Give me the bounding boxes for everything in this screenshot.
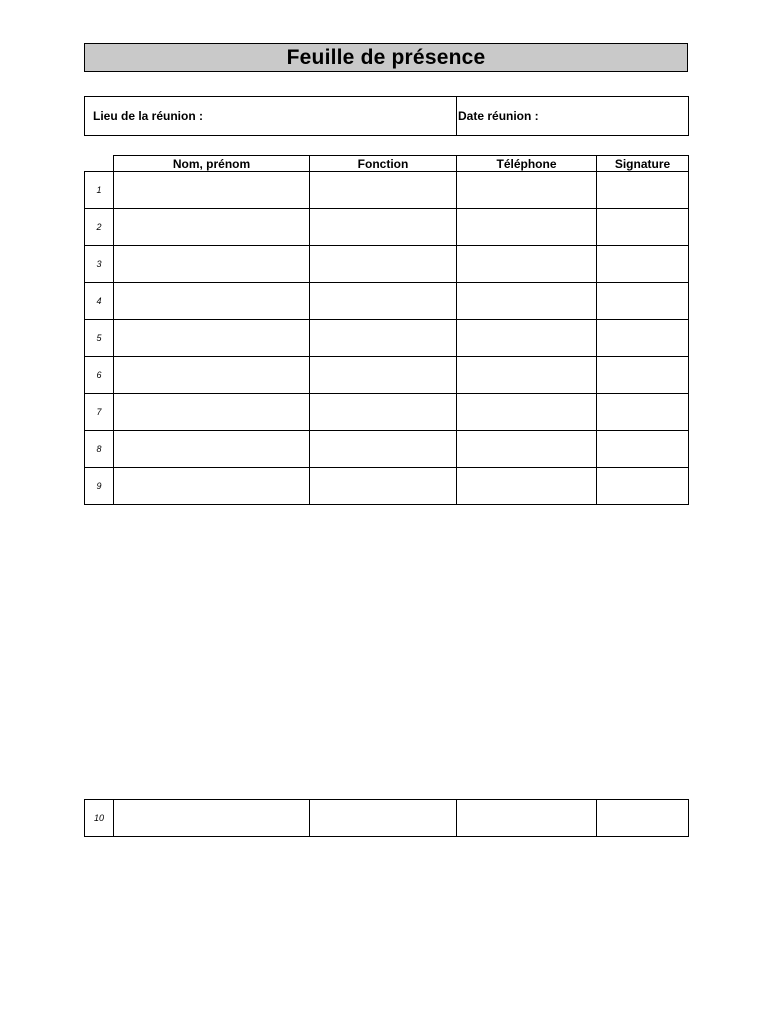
name-cell[interactable]: [114, 431, 310, 468]
function-cell[interactable]: [310, 800, 457, 837]
name-cell[interactable]: [114, 394, 310, 431]
function-cell[interactable]: [310, 431, 457, 468]
name-cell[interactable]: [114, 468, 310, 505]
table-row: [85, 209, 689, 246]
phone-cell[interactable]: [457, 320, 597, 357]
signature-cell[interactable]: [597, 172, 689, 209]
signature-cell[interactable]: [597, 320, 689, 357]
function-cell[interactable]: [310, 209, 457, 246]
table-row: [85, 394, 689, 431]
name-cell[interactable]: [114, 172, 310, 209]
table-corner: [85, 156, 114, 172]
name-cell[interactable]: [114, 357, 310, 394]
meeting-place-field[interactable]: [85, 97, 457, 135]
document-title: Feuille de présence: [286, 45, 486, 69]
row-number: 10: [85, 800, 114, 837]
function-cell[interactable]: [310, 172, 457, 209]
table-row: [85, 246, 689, 283]
table-row: [85, 468, 689, 505]
column-header-phone: Téléphone: [457, 156, 597, 172]
document-title-bar: [84, 43, 688, 72]
phone-cell[interactable]: [457, 394, 597, 431]
function-cell[interactable]: [310, 468, 457, 505]
row-number: 9: [85, 468, 114, 505]
function-cell[interactable]: [310, 320, 457, 357]
row-number: 2: [85, 209, 114, 246]
table-row: [85, 800, 689, 837]
meeting-date-field[interactable]: [457, 97, 688, 135]
signature-cell[interactable]: [597, 394, 689, 431]
name-cell[interactable]: [114, 320, 310, 357]
table-header-row: [85, 156, 689, 172]
column-header-signature: Signature: [597, 156, 689, 172]
function-cell[interactable]: [310, 394, 457, 431]
row-number: 4: [85, 283, 114, 320]
function-cell[interactable]: [310, 357, 457, 394]
signature-cell[interactable]: [597, 283, 689, 320]
signature-cell[interactable]: [597, 468, 689, 505]
signature-cell[interactable]: [597, 800, 689, 837]
signature-cell[interactable]: [597, 431, 689, 468]
phone-cell[interactable]: [457, 431, 597, 468]
table-row: [85, 357, 689, 394]
attendance-table: [84, 155, 689, 505]
row-number: 5: [85, 320, 114, 357]
function-cell[interactable]: [310, 246, 457, 283]
table-row: [85, 172, 689, 209]
table-row: [85, 283, 689, 320]
column-header-name: Nom, prénom: [114, 156, 310, 172]
phone-cell[interactable]: [457, 246, 597, 283]
name-cell[interactable]: [114, 246, 310, 283]
phone-cell[interactable]: [457, 800, 597, 837]
meeting-date-label: Date réunion :: [458, 109, 539, 123]
table-row: [85, 320, 689, 357]
meeting-info-box: [84, 96, 689, 136]
row-number: 1: [85, 172, 114, 209]
phone-cell[interactable]: [457, 357, 597, 394]
name-cell[interactable]: [114, 209, 310, 246]
name-cell[interactable]: [114, 800, 310, 837]
phone-cell[interactable]: [457, 172, 597, 209]
table-row: [85, 431, 689, 468]
name-cell[interactable]: [114, 283, 310, 320]
signature-cell[interactable]: [597, 357, 689, 394]
phone-cell[interactable]: [457, 283, 597, 320]
row-number: 3: [85, 246, 114, 283]
function-cell[interactable]: [310, 283, 457, 320]
attendance-table-continued: [84, 799, 689, 837]
column-header-function: Fonction: [310, 156, 457, 172]
meeting-place-label: Lieu de la réunion :: [93, 109, 204, 123]
row-number: 7: [85, 394, 114, 431]
row-number: 8: [85, 431, 114, 468]
signature-cell[interactable]: [597, 209, 689, 246]
phone-cell[interactable]: [457, 209, 597, 246]
phone-cell[interactable]: [457, 468, 597, 505]
signature-cell[interactable]: [597, 246, 689, 283]
row-number: 6: [85, 357, 114, 394]
